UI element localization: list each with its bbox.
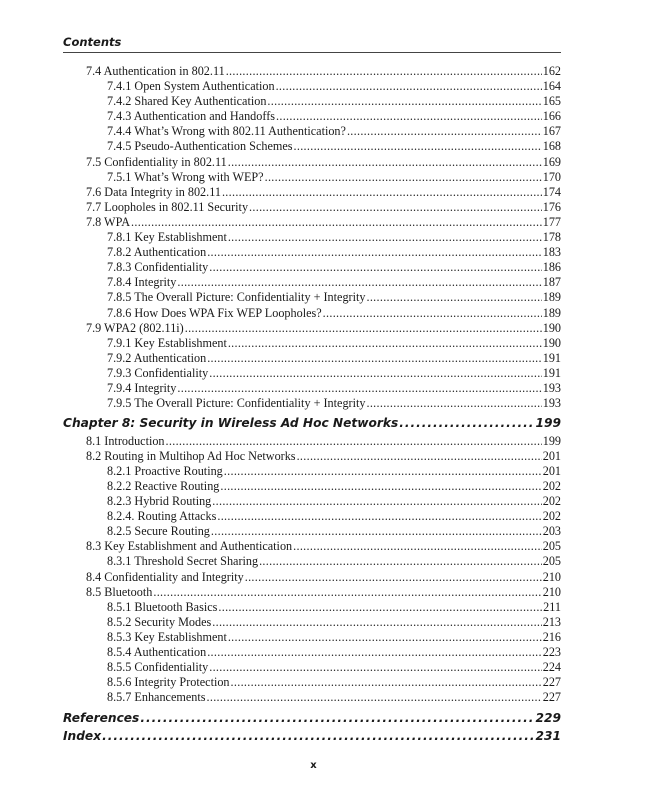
toc-entry-title: 7.8.5 The Overall Picture: Confidentiality + Integrity — [107, 290, 366, 305]
toc-entry[interactable] — [63, 109, 561, 124]
toc-entry-page: 201 — [542, 463, 561, 478]
toc-entry-page: 202 — [542, 509, 561, 524]
toc-entry[interactable] — [63, 79, 561, 94]
toc-entry-page: 199 — [535, 416, 561, 431]
dot-leader — [207, 645, 542, 660]
toc-entry-title: References — [63, 711, 140, 726]
dot-leader — [294, 139, 542, 154]
toc-entry[interactable] — [63, 539, 561, 554]
toc-entry[interactable] — [63, 524, 561, 539]
dot-leader — [131, 215, 542, 230]
dot-leader — [231, 675, 542, 690]
toc-entry[interactable] — [63, 139, 561, 154]
toc-entry[interactable] — [63, 615, 561, 630]
toc-entry[interactable] — [63, 351, 561, 366]
dot-leader — [293, 539, 542, 554]
toc-entry-page: 183 — [542, 245, 561, 260]
toc-entry-page: 227 — [542, 690, 561, 705]
toc-entry[interactable] — [63, 630, 561, 645]
toc-entry-title: 8.2.5 Secure Routing — [107, 524, 210, 539]
header-rule — [63, 52, 561, 53]
toc-entry-page: 213 — [542, 614, 561, 629]
toc-chapter-entry[interactable] — [63, 728, 561, 746]
toc-entry-title: 7.9.5 The Overall Picture: Confidentiality + Integrity — [107, 396, 366, 411]
toc-entry-page: 199 — [542, 433, 561, 448]
dot-leader — [211, 524, 542, 539]
toc-entry-title: 7.4.3 Authentication and Handoffs — [107, 109, 275, 124]
toc-entry-page: 190 — [542, 335, 561, 350]
dot-leader — [207, 351, 542, 366]
toc-entry-page: 210 — [542, 584, 561, 599]
toc-entry[interactable] — [63, 321, 561, 336]
toc-entry-title: Index — [63, 728, 102, 743]
toc-entry-title: 8.2.3 Hybrid Routing — [107, 494, 212, 509]
dot-leader — [185, 321, 542, 336]
toc-entry[interactable] — [63, 690, 561, 705]
toc-entry-page: 189 — [542, 290, 561, 305]
dot-leader — [217, 509, 541, 524]
dot-leader — [140, 710, 534, 728]
toc-entry-page: 189 — [542, 305, 561, 320]
toc-entry-page: 227 — [542, 675, 561, 690]
toc-entry-title: 8.5.6 Integrity Protection — [107, 675, 230, 690]
toc-entry-page: 166 — [542, 109, 561, 124]
dot-leader — [207, 245, 542, 260]
dot-leader — [265, 170, 542, 185]
toc-entry[interactable] — [63, 600, 561, 615]
dot-leader — [222, 185, 542, 200]
dot-leader — [347, 124, 542, 139]
dot-leader — [399, 415, 534, 433]
toc-chapter-entry[interactable] — [63, 415, 561, 433]
toc-entry[interactable] — [63, 381, 561, 396]
toc-entry-page: 177 — [542, 214, 561, 229]
toc-entry-page: 193 — [542, 380, 561, 395]
toc-entry-title: 7.5.1 What’s Wrong with WEP? — [107, 169, 264, 184]
dot-leader — [297, 449, 542, 464]
toc-entry[interactable] — [63, 290, 561, 305]
dot-leader — [249, 200, 542, 215]
toc-entry[interactable] — [63, 215, 561, 230]
toc-entry-title: 7.9.3 Confidentiality — [107, 365, 209, 380]
toc-entry-title: Chapter 8: Security in Wireless Ad Hoc Networks — [63, 416, 399, 431]
toc-entry-title: 8.5.3 Key Establishment — [107, 629, 227, 644]
dot-leader — [228, 230, 542, 245]
dot-leader — [102, 728, 534, 746]
toc-entry[interactable] — [63, 434, 561, 449]
toc-entry-title: 7.4.5 Pseudo-Authentication Schemes — [107, 139, 293, 154]
toc-entry[interactable] — [63, 645, 561, 660]
toc-entry-title: 7.8.2 Authentication — [107, 245, 207, 260]
toc-entry-title: 7.9.4 Integrity — [107, 380, 177, 395]
toc-entry-title: 8.5.1 Bluetooth Basics — [107, 599, 218, 614]
toc-entry[interactable] — [63, 64, 561, 79]
toc-entry[interactable] — [63, 245, 561, 260]
dot-leader — [207, 690, 542, 705]
dot-leader — [209, 660, 542, 675]
toc-entry-title: 7.9 WPA2 (802.11i) — [86, 320, 184, 335]
toc-entry-page: 229 — [535, 711, 561, 726]
toc-entry-page: 205 — [542, 539, 561, 554]
dot-leader — [276, 109, 542, 124]
toc-entry-title: 8.2.1 Proactive Routing — [107, 463, 223, 478]
toc-entry-page: 210 — [542, 569, 561, 584]
toc-entry[interactable] — [63, 260, 561, 275]
toc-entry-page: 193 — [542, 396, 561, 411]
toc-entry-title: 8.5.5 Confidentiality — [107, 660, 209, 675]
toc-entry[interactable] — [63, 464, 561, 479]
toc-entry-title: 8.5.7 Enhancements — [107, 690, 206, 705]
toc-entry-page: 168 — [542, 139, 561, 154]
toc-entry-page: 165 — [542, 94, 561, 109]
toc-entry[interactable] — [63, 570, 561, 585]
toc-chapter-entry[interactable] — [63, 710, 561, 728]
toc-entry-page: 191 — [542, 365, 561, 380]
toc-entry-page: 191 — [542, 350, 561, 365]
toc-entry-title: 7.8.3 Confidentiality — [107, 260, 209, 275]
dot-leader — [212, 494, 541, 509]
toc-entry-title: 8.2.2 Reactive Routing — [107, 478, 220, 493]
dot-leader — [267, 94, 541, 109]
toc-entry[interactable] — [63, 124, 561, 139]
toc-entry-title: 7.4.4 What’s Wrong with 802.11 Authentication? — [107, 124, 346, 139]
toc-entry-page: 170 — [542, 169, 561, 184]
toc-entry-page: 216 — [542, 629, 561, 644]
toc-entry[interactable] — [63, 585, 561, 600]
toc-entry-page: 164 — [542, 79, 561, 94]
dot-leader — [228, 336, 542, 351]
toc-entry-page: 190 — [542, 320, 561, 335]
toc-entry-title: 8.4 Confidentiality and Integrity — [86, 569, 244, 584]
toc-entry-page: 174 — [542, 184, 561, 199]
dot-leader — [177, 381, 541, 396]
toc-entry[interactable] — [63, 479, 561, 494]
toc-entry-title: 7.4 Authentication in 802.11 — [86, 64, 225, 78]
dot-leader — [366, 396, 541, 411]
toc-entry-title: 7.8.1 Key Establishment — [107, 230, 227, 245]
toc-entry[interactable] — [63, 170, 561, 185]
toc-entry-title: 7.5 Confidentiality in 802.11 — [86, 154, 227, 169]
dot-leader — [228, 630, 542, 645]
toc-entry[interactable] — [63, 306, 561, 321]
toc-entry-page: 178 — [542, 230, 561, 245]
toc-entry-title: 8.3.1 Threshold Secret Sharing — [107, 554, 259, 569]
toc-entry-title: 7.4.1 Open System Authentication — [107, 79, 275, 94]
dot-leader — [276, 79, 542, 94]
dot-leader — [245, 570, 542, 585]
dot-leader — [209, 260, 542, 275]
dot-leader — [226, 64, 542, 79]
dot-leader — [228, 155, 542, 170]
toc-entry-title: 7.8.6 How Does WPA Fix WEP Loopholes? — [107, 305, 322, 320]
toc-entry-title: 8.2.4. Routing Attacks — [107, 509, 217, 524]
toc-entry[interactable] — [63, 449, 561, 464]
toc-entry-title: 7.8 WPA — [86, 214, 131, 229]
toc-entry[interactable] — [63, 554, 561, 569]
toc-entry[interactable] — [63, 494, 561, 509]
dot-leader — [166, 434, 542, 449]
dot-leader — [153, 585, 541, 600]
toc-entry-title: 8.2 Routing in Multihop Ad Hoc Networks — [86, 448, 296, 463]
toc-entry-page: 224 — [542, 660, 561, 675]
toc-entry-page: 186 — [542, 260, 561, 275]
toc-entry-page: 201 — [542, 448, 561, 463]
toc-entry-page: 202 — [542, 494, 561, 509]
toc-entry-page: 231 — [535, 728, 561, 743]
toc-entry-title: 8.3 Key Establishment and Authentication — [86, 539, 293, 554]
toc-entry-page: 203 — [542, 524, 561, 539]
toc-entry-title: 8.1 Introduction — [86, 433, 165, 448]
toc-entry-title: 8.5.2 Security Modes — [107, 614, 212, 629]
toc-entry-title: 7.9.2 Authentication — [107, 350, 207, 365]
toc-entry-title: 7.7 Loopholes in 802.11 Security — [86, 199, 249, 214]
dot-leader — [212, 615, 541, 630]
toc-entry-title: 7.6 Data Integrity in 802.11 — [86, 184, 221, 199]
dot-leader — [259, 554, 542, 569]
toc-entry-title: 8.5 Bluetooth — [86, 584, 153, 599]
toc-entry-page: 162 — [542, 64, 561, 78]
dot-leader — [323, 306, 542, 321]
toc-entry-page: 211 — [543, 599, 561, 614]
toc-entry-page: 167 — [542, 124, 561, 139]
toc-entry[interactable] — [63, 675, 561, 690]
toc-entry-page: 223 — [542, 644, 561, 659]
toc-entry[interactable] — [63, 155, 561, 170]
toc-entry-page: 202 — [542, 478, 561, 493]
table-of-contents — [63, 64, 561, 745]
dot-leader — [224, 464, 542, 479]
toc-entry-page: 169 — [542, 154, 561, 169]
toc-entry-title: 8.5.4 Authentication — [107, 644, 207, 659]
dot-leader — [366, 290, 541, 305]
toc-entry[interactable] — [63, 185, 561, 200]
toc-entry-page: 176 — [542, 199, 561, 214]
toc-entry-page: 187 — [542, 275, 561, 290]
toc-entry[interactable] — [63, 366, 561, 381]
dot-leader — [220, 479, 541, 494]
dot-leader — [209, 366, 542, 381]
toc-entry-page: 205 — [542, 554, 561, 569]
toc-entry[interactable] — [63, 336, 561, 351]
dot-leader — [177, 275, 541, 290]
running-header: Contents — [63, 35, 122, 49]
toc-entry[interactable] — [63, 94, 561, 109]
toc-entry[interactable] — [63, 660, 561, 675]
toc-entry-title: 7.9.1 Key Establishment — [107, 335, 227, 350]
page-number: x — [310, 760, 317, 771]
toc-entry[interactable] — [63, 396, 561, 411]
toc-entry-title: 7.8.4 Integrity — [107, 275, 177, 290]
toc-entry[interactable] — [63, 509, 561, 524]
toc-entry[interactable] — [63, 275, 561, 290]
toc-entry-title: 7.4.2 Shared Key Authentication — [107, 94, 267, 109]
toc-entry[interactable] — [63, 200, 561, 215]
toc-entry[interactable] — [63, 230, 561, 245]
dot-leader — [218, 600, 542, 615]
